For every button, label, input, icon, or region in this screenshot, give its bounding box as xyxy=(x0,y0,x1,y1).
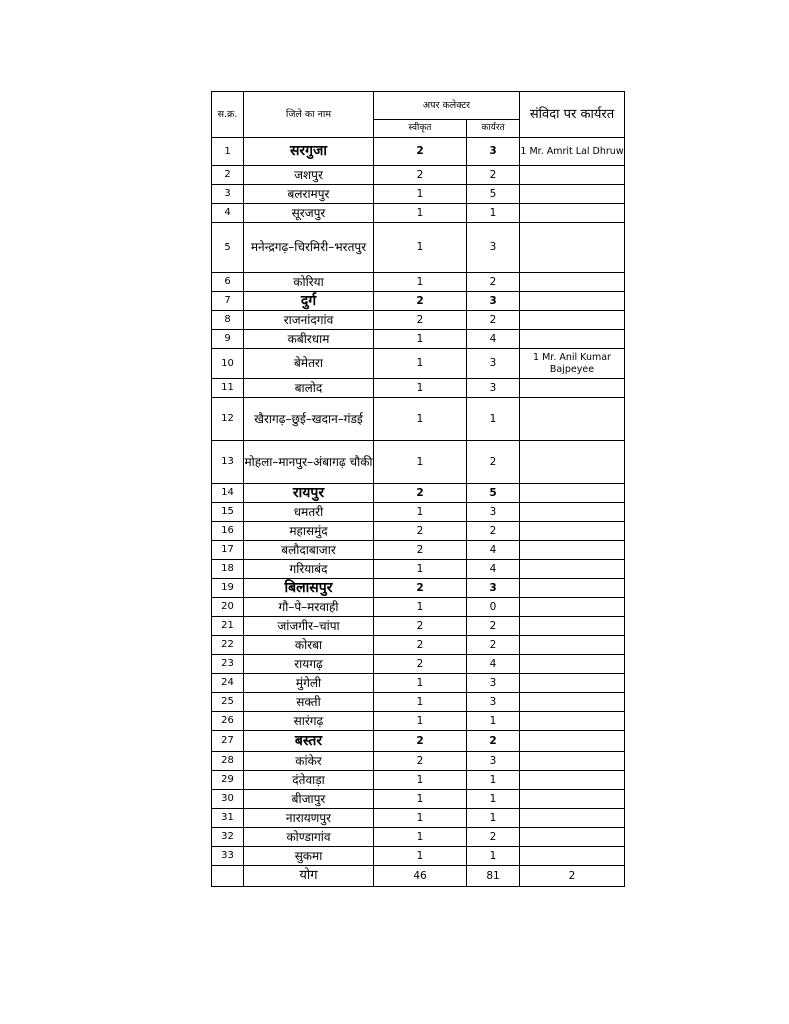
district-name-cell: नारायणपुर xyxy=(244,809,374,828)
header-working: कार्यरत xyxy=(467,120,520,138)
working-cell: 1 xyxy=(467,712,520,731)
sanctioned-cell: 1 xyxy=(374,273,467,292)
header-additional-collector: अपर कलेक्टर xyxy=(374,92,520,120)
serial-number-cell: 27 xyxy=(212,731,244,752)
serial-number-cell: 33 xyxy=(212,847,244,866)
serial-number-cell: 12 xyxy=(212,398,244,441)
district-name-cell: कोरबा xyxy=(244,636,374,655)
contract-note-cell xyxy=(520,503,625,522)
serial-number-cell: 19 xyxy=(212,579,244,598)
sanctioned-cell: 2 xyxy=(374,579,467,598)
table-row xyxy=(212,598,625,617)
district-name-cell: जशपुर xyxy=(244,166,374,185)
table-row xyxy=(212,847,625,866)
serial-number-cell: 25 xyxy=(212,693,244,712)
sanctioned-cell: 1 xyxy=(374,349,467,379)
table-row xyxy=(212,166,625,185)
table-row xyxy=(212,204,625,223)
sanctioned-cell: 2 xyxy=(374,541,467,560)
working-cell: 3 xyxy=(467,292,520,311)
working-cell: 2 xyxy=(467,311,520,330)
sanctioned-cell: 1 xyxy=(374,771,467,790)
district-name-cell: रायगढ़ xyxy=(244,655,374,674)
sanctioned-cell: 1 xyxy=(374,441,467,484)
working-cell: 5 xyxy=(467,185,520,204)
sanctioned-cell: 1 xyxy=(374,693,467,712)
contract-note-cell xyxy=(520,712,625,731)
table-row xyxy=(212,828,625,847)
serial-number-cell: 26 xyxy=(212,712,244,731)
district-name-cell: कोरिया xyxy=(244,273,374,292)
district-name-cell: गरियाबंद xyxy=(244,560,374,579)
district-name-cell: रायपुर xyxy=(244,484,374,503)
contract-note-cell xyxy=(520,273,625,292)
total-row xyxy=(212,866,625,887)
district-name-cell: खैरागढ़–छुई–खदान–गंडई xyxy=(244,398,374,441)
working-cell: 4 xyxy=(467,655,520,674)
working-cell: 0 xyxy=(467,598,520,617)
table-row xyxy=(212,809,625,828)
sanctioned-cell: 1 xyxy=(374,790,467,809)
contract-note-cell xyxy=(520,223,625,273)
header-sanctioned: स्वीकृत xyxy=(374,120,467,138)
contract-note-cell: 1 Mr. Amrit Lal Dhruw xyxy=(520,138,625,166)
sanctioned-cell: 2 xyxy=(374,522,467,541)
district-name-cell: मनेन्द्रगढ़–चिरमिरी–भरतपुर xyxy=(244,223,374,273)
sanctioned-cell: 2 xyxy=(374,752,467,771)
district-name-cell: बलौदाबाजार xyxy=(244,541,374,560)
total-sanctioned: 46 xyxy=(374,866,467,887)
district-name-cell: सारंगढ़ xyxy=(244,712,374,731)
working-cell: 4 xyxy=(467,560,520,579)
working-cell: 1 xyxy=(467,790,520,809)
table-row xyxy=(212,655,625,674)
table-row xyxy=(212,138,625,166)
district-name-cell: सक्ती xyxy=(244,693,374,712)
table-row xyxy=(212,223,625,273)
district-name-cell: बीजापुर xyxy=(244,790,374,809)
contract-note-cell xyxy=(520,636,625,655)
serial-number-cell: 16 xyxy=(212,522,244,541)
sanctioned-cell: 2 xyxy=(374,138,467,166)
sanctioned-cell: 1 xyxy=(374,847,467,866)
working-cell: 3 xyxy=(467,138,520,166)
working-cell: 3 xyxy=(467,223,520,273)
sanctioned-cell: 1 xyxy=(374,598,467,617)
serial-number-cell: 5 xyxy=(212,223,244,273)
working-cell: 1 xyxy=(467,847,520,866)
table-body xyxy=(212,138,625,866)
contract-note-cell xyxy=(520,522,625,541)
header-serial: स.क्र. xyxy=(212,92,244,138)
table-row xyxy=(212,617,625,636)
working-cell: 3 xyxy=(467,693,520,712)
district-name-cell: धमतरी xyxy=(244,503,374,522)
contract-note-cell xyxy=(520,847,625,866)
working-cell: 5 xyxy=(467,484,520,503)
sanctioned-cell: 1 xyxy=(374,809,467,828)
table-row xyxy=(212,441,625,484)
contract-note-cell xyxy=(520,166,625,185)
serial-number-cell: 2 xyxy=(212,166,244,185)
sanctioned-cell: 1 xyxy=(374,560,467,579)
working-cell: 2 xyxy=(467,731,520,752)
contract-note-cell xyxy=(520,330,625,349)
contract-note-cell xyxy=(520,204,625,223)
serial-number-cell: 4 xyxy=(212,204,244,223)
serial-number-cell: 20 xyxy=(212,598,244,617)
table-row xyxy=(212,503,625,522)
contract-note-cell xyxy=(520,771,625,790)
working-cell: 1 xyxy=(467,204,520,223)
working-cell: 2 xyxy=(467,617,520,636)
contract-note-cell xyxy=(520,541,625,560)
sanctioned-cell: 1 xyxy=(374,204,467,223)
contract-note-cell xyxy=(520,752,625,771)
contract-note-cell xyxy=(520,617,625,636)
table-row xyxy=(212,731,625,752)
table-row xyxy=(212,185,625,204)
district-name-cell: कबीरधाम xyxy=(244,330,374,349)
serial-number-cell: 31 xyxy=(212,809,244,828)
contract-note-cell xyxy=(520,731,625,752)
working-cell: 2 xyxy=(467,636,520,655)
table-row xyxy=(212,636,625,655)
working-cell: 4 xyxy=(467,541,520,560)
total-serial-cell xyxy=(212,866,244,887)
district-name-cell: बिलासपुर xyxy=(244,579,374,598)
serial-number-cell: 15 xyxy=(212,503,244,522)
total-working: 81 xyxy=(467,866,520,887)
serial-number-cell: 14 xyxy=(212,484,244,503)
serial-number-cell: 13 xyxy=(212,441,244,484)
district-name-cell: सरगुजा xyxy=(244,138,374,166)
sanctioned-cell: 2 xyxy=(374,655,467,674)
header-district: जिले का नाम xyxy=(244,92,374,138)
contract-note-cell xyxy=(520,185,625,204)
contract-note-cell xyxy=(520,693,625,712)
table-row xyxy=(212,484,625,503)
district-name-cell: महासमुंद xyxy=(244,522,374,541)
sanctioned-cell: 2 xyxy=(374,617,467,636)
contract-note-cell xyxy=(520,398,625,441)
table-row xyxy=(212,752,625,771)
district-name-cell: जांजगीर–चांपा xyxy=(244,617,374,636)
serial-number-cell: 22 xyxy=(212,636,244,655)
contract-note-cell xyxy=(520,560,625,579)
table-row xyxy=(212,522,625,541)
district-name-cell: दुर्ग xyxy=(244,292,374,311)
table-row xyxy=(212,712,625,731)
serial-number-cell: 28 xyxy=(212,752,244,771)
total-contract: 2 xyxy=(520,866,625,887)
sanctioned-cell: 1 xyxy=(374,674,467,693)
district-name-cell: कोण्डागांव xyxy=(244,828,374,847)
district-name-cell: सुकमा xyxy=(244,847,374,866)
working-cell: 3 xyxy=(467,503,520,522)
serial-number-cell: 11 xyxy=(212,379,244,398)
working-cell: 3 xyxy=(467,579,520,598)
serial-number-cell: 23 xyxy=(212,655,244,674)
table-row xyxy=(212,330,625,349)
contract-note-cell xyxy=(520,828,625,847)
district-name-cell: सूरजपुर xyxy=(244,204,374,223)
table-row xyxy=(212,579,625,598)
sanctioned-cell: 1 xyxy=(374,503,467,522)
sanctioned-cell: 1 xyxy=(374,398,467,441)
working-cell: 2 xyxy=(467,166,520,185)
sanctioned-cell: 2 xyxy=(374,484,467,503)
serial-number-cell: 21 xyxy=(212,617,244,636)
working-cell: 2 xyxy=(467,522,520,541)
district-name-cell: गौ–पे–मरवाही xyxy=(244,598,374,617)
district-name-cell: मोहला–मानपुर–अंबागढ़ चौकी xyxy=(244,441,374,484)
serial-number-cell: 10 xyxy=(212,349,244,379)
contract-note-cell xyxy=(520,809,625,828)
working-cell: 3 xyxy=(467,349,520,379)
contract-note-cell xyxy=(520,674,625,693)
sanctioned-cell: 1 xyxy=(374,712,467,731)
working-cell: 3 xyxy=(467,379,520,398)
serial-number-cell: 7 xyxy=(212,292,244,311)
serial-number-cell: 30 xyxy=(212,790,244,809)
sanctioned-cell: 1 xyxy=(374,223,467,273)
serial-number-cell: 1 xyxy=(212,138,244,166)
district-name-cell: मुंगेली xyxy=(244,674,374,693)
district-name-cell: राजनांदगांव xyxy=(244,311,374,330)
contract-note-cell xyxy=(520,484,625,503)
table-row xyxy=(212,311,625,330)
table-row xyxy=(212,292,625,311)
contract-note-cell xyxy=(520,655,625,674)
sanctioned-cell: 2 xyxy=(374,166,467,185)
table-row xyxy=(212,790,625,809)
sanctioned-cell: 1 xyxy=(374,379,467,398)
sanctioned-cell: 2 xyxy=(374,311,467,330)
contract-note-cell xyxy=(520,790,625,809)
serial-number-cell: 17 xyxy=(212,541,244,560)
district-name-cell: कांकेर xyxy=(244,752,374,771)
contract-note-cell xyxy=(520,311,625,330)
table-row xyxy=(212,398,625,441)
table-row xyxy=(212,273,625,292)
total-label: योग xyxy=(244,866,374,887)
serial-number-cell: 8 xyxy=(212,311,244,330)
sanctioned-cell: 2 xyxy=(374,636,467,655)
serial-number-cell: 18 xyxy=(212,560,244,579)
district-name-cell: बेमेतरा xyxy=(244,349,374,379)
header-contract: संविदा पर कार्यरत xyxy=(520,92,625,138)
sanctioned-cell: 1 xyxy=(374,330,467,349)
district-name-cell: दंतेवाड़ा xyxy=(244,771,374,790)
serial-number-cell: 24 xyxy=(212,674,244,693)
working-cell: 1 xyxy=(467,398,520,441)
district-name-cell: बालोद xyxy=(244,379,374,398)
working-cell: 1 xyxy=(467,771,520,790)
working-cell: 2 xyxy=(467,441,520,484)
serial-number-cell: 32 xyxy=(212,828,244,847)
table-row xyxy=(212,349,625,379)
district-name-cell: बलरामपुर xyxy=(244,185,374,204)
working-cell: 4 xyxy=(467,330,520,349)
table-row xyxy=(212,541,625,560)
contract-note-cell: 1 Mr. Anil Kumar Bajpeyee xyxy=(520,349,625,379)
sanctioned-cell: 2 xyxy=(374,731,467,752)
sanctioned-cell: 1 xyxy=(374,185,467,204)
table-row xyxy=(212,693,625,712)
working-cell: 1 xyxy=(467,809,520,828)
sanctioned-cell: 1 xyxy=(374,828,467,847)
serial-number-cell: 9 xyxy=(212,330,244,349)
contract-note-cell xyxy=(520,292,625,311)
table-row xyxy=(212,379,625,398)
serial-number-cell: 29 xyxy=(212,771,244,790)
district-name-cell: बस्तर xyxy=(244,731,374,752)
working-cell: 3 xyxy=(467,752,520,771)
working-cell: 2 xyxy=(467,273,520,292)
table-row xyxy=(212,674,625,693)
working-cell: 2 xyxy=(467,828,520,847)
district-collector-table xyxy=(211,91,625,887)
contract-note-cell xyxy=(520,598,625,617)
table-row xyxy=(212,560,625,579)
contract-note-cell xyxy=(520,579,625,598)
working-cell: 3 xyxy=(467,674,520,693)
serial-number-cell: 3 xyxy=(212,185,244,204)
contract-note-cell xyxy=(520,379,625,398)
contract-note-cell xyxy=(520,441,625,484)
sanctioned-cell: 2 xyxy=(374,292,467,311)
table-row xyxy=(212,771,625,790)
serial-number-cell: 6 xyxy=(212,273,244,292)
